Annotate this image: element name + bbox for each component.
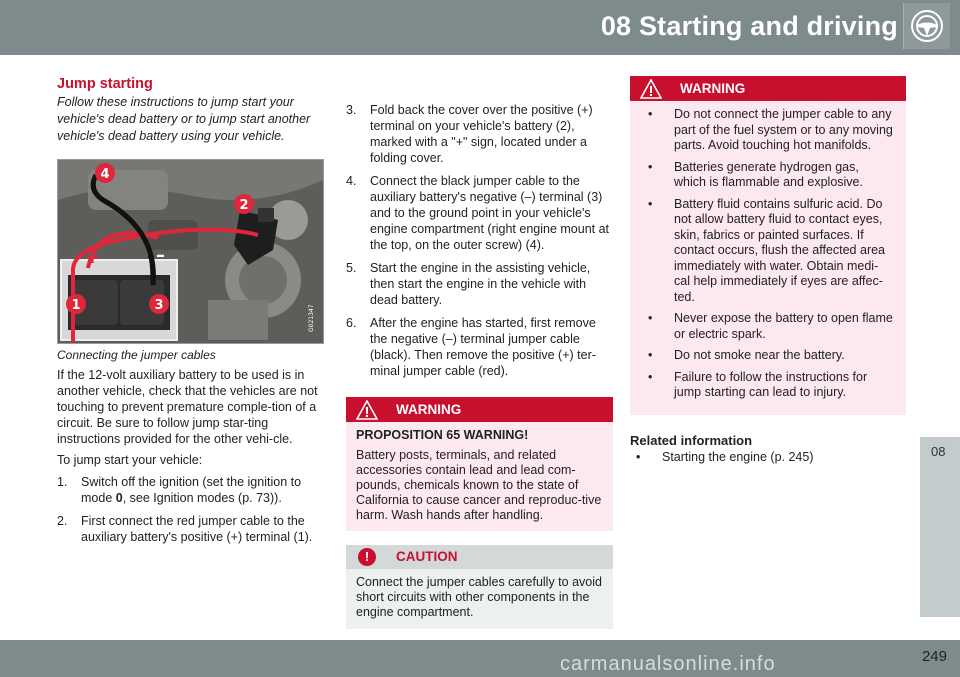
page-number: 249 xyxy=(921,648,947,665)
warning-item: • Battery fluid contains sulfuric acid. Do not allow battery fluid to contact eyes, skin, fabrics or painted surfaces. If contact occurs, flush the affected area immediately with water. Obtain medi-cal help immediately if eyes are affec-ted. xyxy=(642,197,894,306)
page-header xyxy=(0,0,960,55)
caution-text: Connect the jumper cables carefully to avoid short circuits with other components in the engine compartment. xyxy=(356,575,602,619)
step-number: 1. xyxy=(57,475,68,489)
step-text-pre: Switch off the ignition (set the ignition to mode xyxy=(81,475,302,505)
figure-caption: Connecting the jumper cables xyxy=(57,348,216,362)
warning-header xyxy=(630,76,906,101)
warning-triangle-icon xyxy=(356,400,378,420)
column-middle xyxy=(346,76,613,629)
watermark: carmanualsonline.info xyxy=(560,653,776,675)
step-text: Connect the black jumper cable to the auxiliary battery's negative (–) terminal (3) and to the ground point in your vehicle's engine compartment (right engine mount at the top, on the outer screw) (4). xyxy=(370,174,610,252)
ignition-mode-value: 0 xyxy=(115,491,123,505)
warning-heading: PROPOSITION 65 WARNING! xyxy=(356,428,529,442)
caution-label: CAUTION xyxy=(396,549,458,564)
section-intro: Follow these instructions to jump start your vehicle's dead battery or to jump start another vehicle's dead battery using your vehicle. xyxy=(57,95,311,143)
chapter-tab xyxy=(920,437,960,617)
step-number: 5. xyxy=(346,261,357,275)
steps-list-part2 xyxy=(346,102,613,379)
column-left xyxy=(57,76,322,552)
step-text: After the engine has started, first remove the negative (–) terminal jumper cable (black). Then remove the positive (+) ter-minal jumper cable (red). xyxy=(370,316,596,378)
warning-safety-box xyxy=(630,76,906,415)
step-item xyxy=(57,513,322,545)
chapter-icon-box xyxy=(903,3,950,49)
paragraph-vehicle-check: If the 12-volt auxiliary battery to be used is in another vehicle, check that the vehicles are not touching to prevent premature comple-tion of a circuit. Be sure to follow jump star-ting instructions provided for the other vehi-cle. xyxy=(57,368,318,446)
steering-wheel-icon xyxy=(909,8,945,44)
warning-item: • Do not smoke near the battery. xyxy=(642,348,894,364)
page-footer xyxy=(0,640,960,677)
chapter-tab-number: 08 xyxy=(931,444,946,459)
step-number: 6. xyxy=(346,316,357,330)
caution-exclamation-icon: ! xyxy=(358,548,376,566)
warning-item: • Do not connect the jumper cable to any part of the fuel system or to any moving parts. Avoid touching hot manifolds. xyxy=(642,107,894,154)
step-item xyxy=(346,315,613,379)
label-1: 1 xyxy=(71,298,81,313)
warning-item: • Never expose the battery to open flame or electric spark. xyxy=(642,311,894,342)
step-number: 3. xyxy=(346,103,357,117)
warning-label: WARNING xyxy=(680,81,746,96)
step-text: First connect the red jumper cable to the auxiliary battery's positive (+) terminal (1). xyxy=(81,514,313,544)
step-number: 4. xyxy=(346,174,357,188)
label-3: 3 xyxy=(154,298,164,313)
figure-code: G021347 xyxy=(308,304,315,332)
step-text: Fold back the cover over the positive (+) terminal on your vehicle's battery (2), marked with a "+" sign, located under a folding cover. xyxy=(370,103,593,165)
caution-header xyxy=(346,545,613,569)
step-item xyxy=(346,102,613,166)
related-info-heading: Related information xyxy=(630,432,753,448)
caution-box xyxy=(346,545,613,629)
steps-list-part1 xyxy=(57,474,322,545)
warning-label: WARNING xyxy=(396,402,462,417)
warning-list xyxy=(630,101,906,415)
paragraph-steps-intro: To jump start your vehicle: xyxy=(57,453,203,467)
step-item xyxy=(346,173,613,253)
svg-text:+: + xyxy=(85,247,101,268)
step-item xyxy=(57,474,322,506)
warning-prop65-box xyxy=(346,397,613,531)
warning-body xyxy=(346,422,613,531)
related-link-starting-engine[interactable]: • Starting the engine (p. 245) xyxy=(630,450,906,464)
figure-labels xyxy=(58,160,323,343)
warning-text: Battery posts, terminals, and related accessories contain lead and lead com-pounds, chemicals known to the state of California to cause cancer and reproduc-tive harm. Wash hands after handling. xyxy=(356,448,602,522)
label-2: 2 xyxy=(239,198,249,213)
jump-start-figure xyxy=(57,159,324,344)
warning-triangle-icon xyxy=(640,79,662,99)
svg-text:–: – xyxy=(156,245,165,266)
chapter-title: 08 Starting and driving xyxy=(600,11,898,41)
step-item xyxy=(346,260,613,308)
warning-item: • Failure to follow the instructions for jump starting can lead to injury. xyxy=(642,370,894,401)
warning-item: • Batteries generate hydrogen gas, which is flammable and explosive. xyxy=(642,160,894,191)
section-title: Jump starting xyxy=(57,76,153,92)
warning-header xyxy=(346,397,613,422)
step-text-post: , see Ignition modes (p. 73)). xyxy=(122,491,282,505)
step-number: 2. xyxy=(57,514,68,528)
column-right xyxy=(630,76,906,464)
label-4: 4 xyxy=(100,167,110,182)
step-text: Start the engine in the assisting vehicle, then start the engine in the vehicle with dead battery. xyxy=(370,261,591,307)
